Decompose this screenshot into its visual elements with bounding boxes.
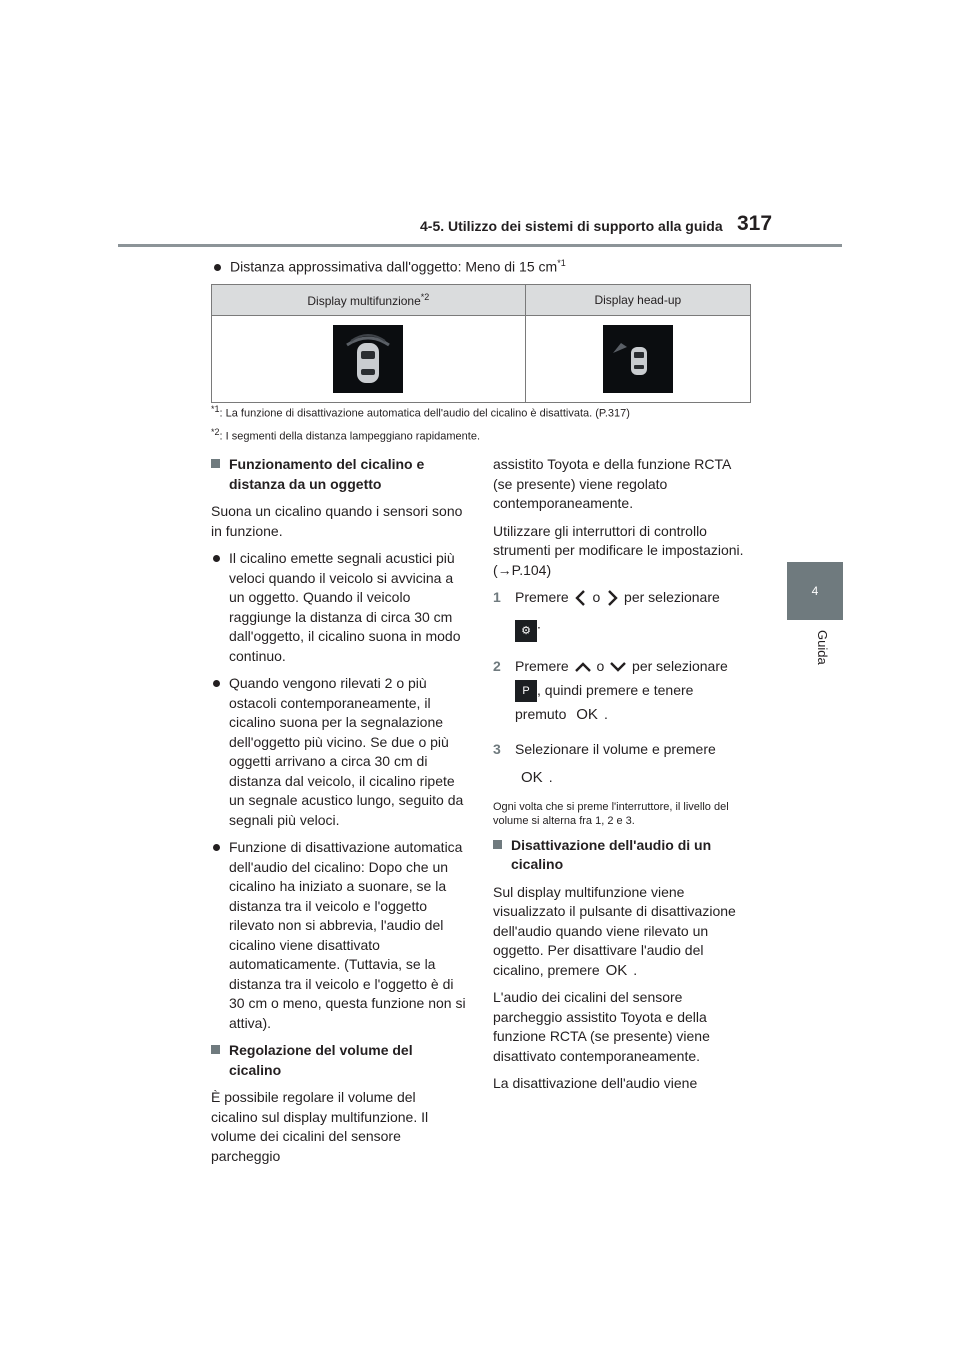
paragraph-mute-buzzer: Sul display multifunzione viene visualizzato il pulsante di disattivazione dell'audio quando viene rilevato un oggetto. Per disattivare l'audio del cicalino, premere OK . xyxy=(493,883,736,979)
car-headup-icon xyxy=(603,325,673,393)
heading-mute-buzzer: Disattivazione dell'audio di un cicalino xyxy=(493,836,748,875)
headup-display-image xyxy=(603,325,673,393)
headup-display-cell xyxy=(525,316,750,403)
paragraph-buzzer-sensors: Suona un cicalino quando i sensori sono in funzione. xyxy=(211,503,463,539)
multifunction-display-image xyxy=(333,325,403,393)
left-column xyxy=(211,455,466,1174)
paragraph-rcta-volume: assistito Toyota e della funzione RCTA (se presente) viene regolato contemporaneamente. xyxy=(493,456,731,511)
chapter-tab[interactable]: 4 xyxy=(787,562,843,620)
bullet-multiple-obstacles: Quando vengono rilevati 2 o più ostacoli contemporaneamente, il cicalino suona per la segnalazione dell'oggetto più vicino. Se due o più oggetti arrivano a circa 30 cm di distanza dal veicolo, il cicalino ripete un segnale acustico lungo, seguito da segnali più veloci. xyxy=(211,674,466,830)
right-column xyxy=(493,455,748,1102)
chapter-label: Guida xyxy=(815,630,830,665)
distance-bullet xyxy=(212,258,960,275)
gear-icon: ⚙ xyxy=(515,620,537,642)
footnote-ref-1[interactable]: *1 xyxy=(557,258,566,268)
distance-bullet-text: Distanza approssimativa dall'oggetto: Meno di 15 cm xyxy=(230,258,558,275)
page-link-104[interactable]: (→P.104) xyxy=(493,561,552,578)
page-link-317[interactable]: P.317 xyxy=(598,407,627,420)
footnote-1: $^{*1}$: La funzione di disattivazione automatica dell'audio del cicalino è disattivata. (P.317) xyxy=(211,404,630,420)
paragraph-mute-simultaneous: L'audio dei cicalini del sensore parcheggio assistito Toyota e della funzione RCTA (se presente) viene disattivato contemporaneamente. xyxy=(493,989,710,1064)
ok-button-icon-2: OK xyxy=(521,768,543,786)
bullet-buzzer-faster: Il cicalino emette segnali acustici più veloci quando il veicolo si avvicina a un oggetto. Quando il veicolo raggiunge la distanza di circa 30 cm dall'oggetto, il cicalino suona in modo continuo. xyxy=(211,549,466,666)
multifunction-display-cell xyxy=(212,316,526,403)
chevron-right-icon xyxy=(604,589,620,607)
heading-buzzer-distance: Funzionamento del cicalino e distanza da un oggetto xyxy=(211,455,466,494)
bullet-auto-mute: Funzione di disattivazione automatica dell'audio del cicalino: Dopo che un cicalino ha iniziato a suonare, se la distanza tra il veicolo e l'oggetto rilevato non si abbrevia, l'audio del cicalino viene disattivato automaticamente. (Tuttavia, se la distanza tra il veicolo e l'oggetto è di 30 cm o meno, questa funzione non si attiva). xyxy=(211,838,466,1033)
car-top-view-icon xyxy=(333,325,403,393)
step-1: 1 Premere o per selezionare ⚙ . xyxy=(493,588,748,642)
step-2: 2 Premere o per selezionare P , quindi premere e tenere premuto OK . xyxy=(493,654,748,727)
parking-sensor-icon: P xyxy=(515,680,537,702)
paragraph-controls: Utilizzare gli interruttori di controllo strumenti per modificare le impostazioni. (→P.104) xyxy=(493,522,744,578)
step-3: 3 Selezionare il volume e premere OK . xyxy=(493,735,748,792)
footnote-2: $^{*2}$: I segmenti della distanza lampeggiano rapidamente. xyxy=(211,427,481,443)
header-divider xyxy=(118,244,842,247)
chevron-up-icon xyxy=(573,660,593,674)
paragraph-mute-continued: La disattivazione dell'audio viene xyxy=(493,1075,698,1092)
table-header-multifunction: Display multifunzione$^{*2}$ xyxy=(212,285,526,316)
paragraph-volume-adjust: È possibile regolare il volume del cicalino sul display multifunzione. Il volume dei cicalini del sensore parcheggio xyxy=(211,1089,429,1164)
page-number: 317 xyxy=(737,212,773,235)
chevron-left-icon xyxy=(573,589,589,607)
table-header-headup: Display head-up xyxy=(525,285,750,316)
volume-note: Ogni volta che si preme l'interruttore, il livello del volume si alterna fra 1, 2 e 3. xyxy=(493,800,729,827)
chevron-down-icon xyxy=(608,660,628,674)
ok-button-icon: OK xyxy=(576,705,598,723)
heading-volume-adjust: Regolazione del volume del cicalino xyxy=(211,1041,466,1080)
section-title: 4-5. Utilizzo dei sistemi di supporto alla guida xyxy=(420,218,723,234)
ok-button-icon-3: OK xyxy=(605,961,628,979)
display-table xyxy=(211,284,751,403)
